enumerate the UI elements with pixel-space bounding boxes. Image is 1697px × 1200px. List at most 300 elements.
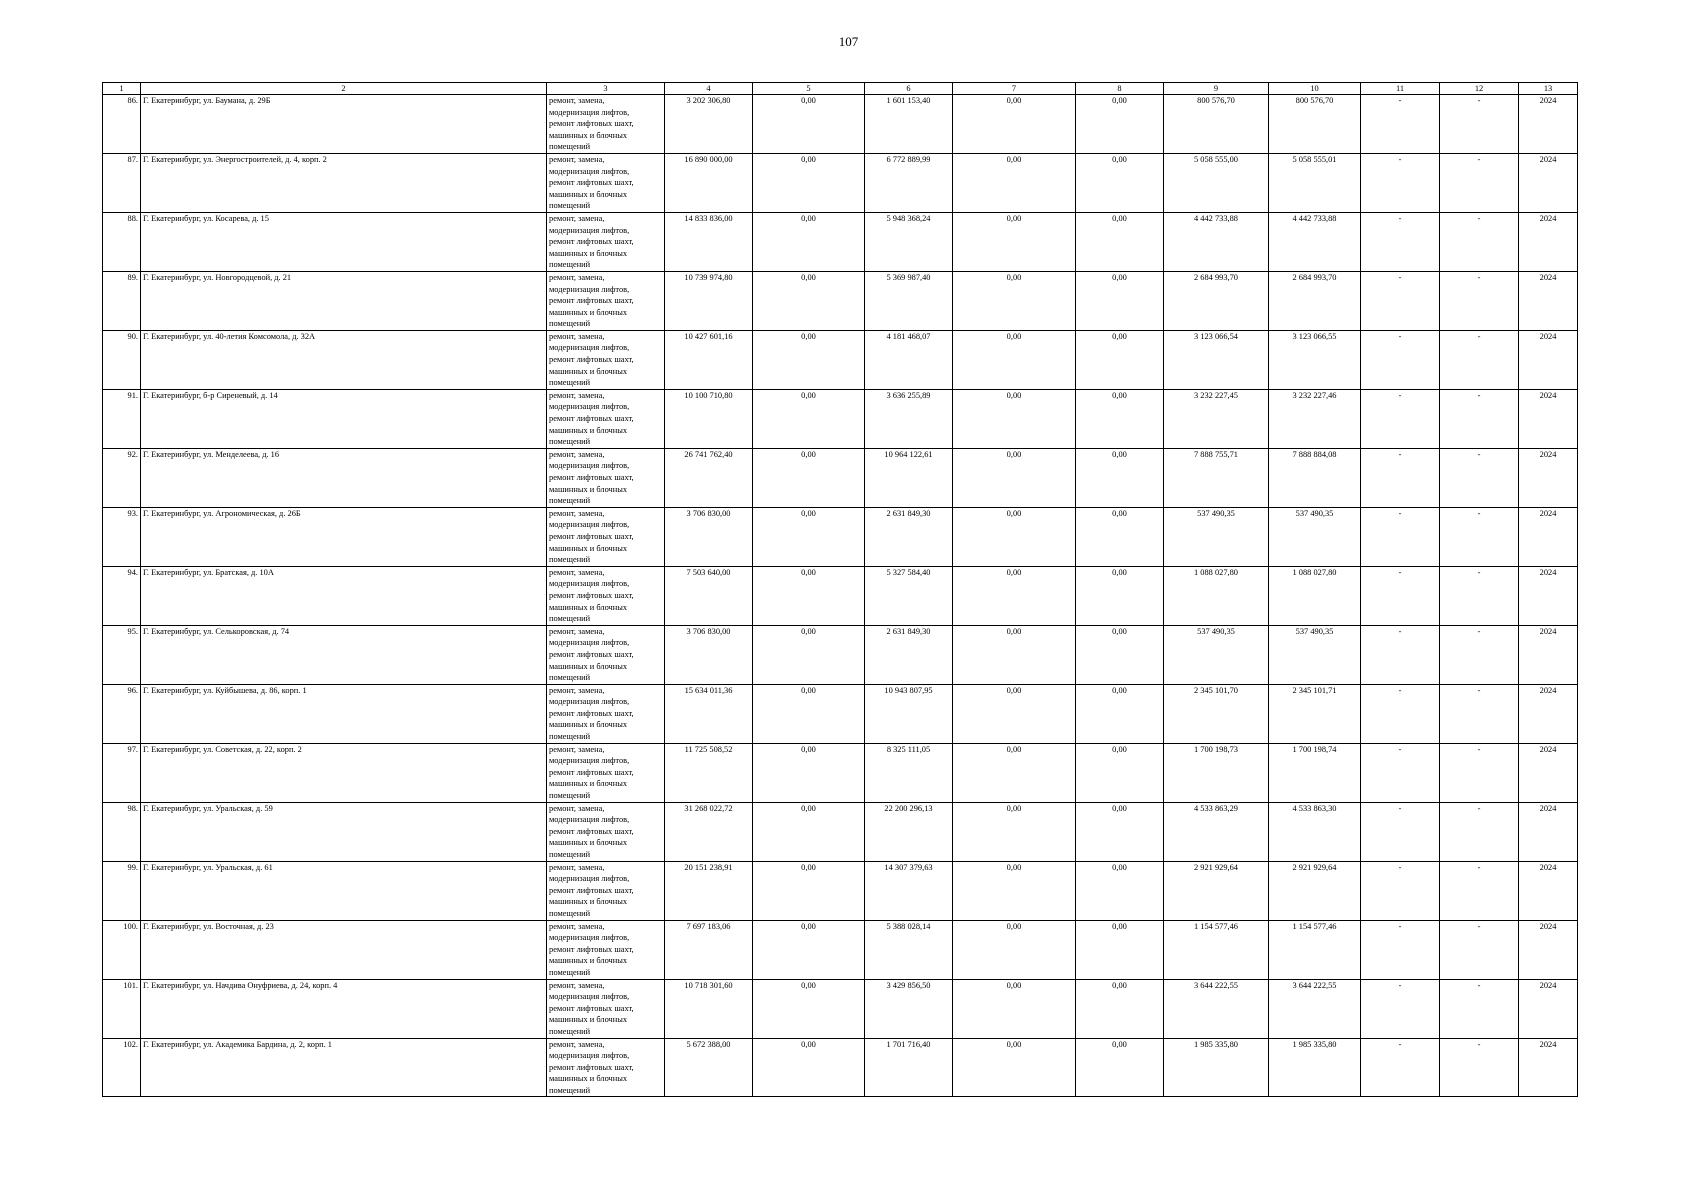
value-cell: 0,00: [753, 330, 865, 389]
address-cell: Г. Екатеринбург, ул. Агрономическая, д. 26Б: [141, 507, 547, 566]
work-type-line: помещений: [549, 908, 591, 918]
row-number: 99.: [103, 861, 141, 920]
value-cell: 5 327 584,40: [865, 566, 953, 625]
address-cell: Г. Екатеринбург, ул. Уральская, д. 59: [141, 802, 547, 861]
work-type-line: ремонт, замена,: [549, 272, 605, 282]
value-cell: 7 888 755,71: [1164, 448, 1269, 507]
work-type-line: ремонт лифтовых шахт,: [549, 885, 634, 895]
work-type-line: помещений: [549, 967, 591, 977]
value-cell: 5 058 555,01: [1269, 153, 1361, 212]
table-row: [103, 389, 1578, 448]
value-cell: -: [1361, 861, 1440, 920]
work-type-line: модернизация лифтов,: [549, 461, 630, 471]
work-type-line: ремонт лифтовых шахт,: [549, 237, 634, 247]
work-type-line: машинных и блочных: [549, 484, 628, 494]
table-row: [103, 448, 1578, 507]
value-cell: 1 701 716,40: [865, 1038, 953, 1097]
value-cell: 0,00: [953, 802, 1076, 861]
value-cell: 0,00: [953, 212, 1076, 271]
year-cell: 2024: [1519, 625, 1578, 684]
address-cell: Г. Екатеринбург, ул. Менделеева, д. 16: [141, 448, 547, 507]
value-cell: 2 345 101,70: [1164, 684, 1269, 743]
year-cell: 2024: [1519, 507, 1578, 566]
value-cell: 0,00: [953, 979, 1076, 1038]
work-type-line: модернизация лифтов,: [549, 107, 630, 117]
value-cell: -: [1440, 684, 1519, 743]
work-type-line: ремонт лифтовых шахт,: [549, 178, 634, 188]
year-cell: 2024: [1519, 802, 1578, 861]
column-header: 3: [547, 83, 665, 95]
work-type-line: ремонт лифтовых шахт,: [549, 649, 634, 659]
row-number: 98.: [103, 802, 141, 861]
value-cell: 0,00: [953, 507, 1076, 566]
value-cell: 2 684 993,70: [1164, 271, 1269, 330]
value-cell: -: [1361, 153, 1440, 212]
value-cell: -: [1361, 920, 1440, 979]
value-cell: 6 772 889,99: [865, 153, 953, 212]
value-cell: 8 325 111,05: [865, 743, 953, 802]
row-number: 101.: [103, 979, 141, 1038]
value-cell: 800 576,70: [1164, 95, 1269, 154]
work-type-cell: [547, 212, 665, 271]
value-cell: -: [1440, 153, 1519, 212]
row-number: 92.: [103, 448, 141, 507]
value-cell: 0,00: [753, 1038, 865, 1097]
value-cell: 0,00: [1076, 684, 1164, 743]
value-cell: 0,00: [753, 861, 865, 920]
work-type-line: машинных и блочных: [549, 307, 628, 317]
value-cell: 0,00: [953, 684, 1076, 743]
value-cell: -: [1440, 1038, 1519, 1097]
value-cell: 4 442 733,88: [1269, 212, 1361, 271]
value-cell: 4 533 863,29: [1164, 802, 1269, 861]
row-number: 91.: [103, 389, 141, 448]
column-header: 13: [1519, 83, 1578, 95]
year-cell: 2024: [1519, 153, 1578, 212]
value-cell: 1 985 335,80: [1269, 1038, 1361, 1097]
table-row: [103, 566, 1578, 625]
cost-total-cell: 16 890 000,00: [665, 153, 753, 212]
work-type-line: помещений: [549, 437, 591, 447]
cost-total-cell: 10 427 601,16: [665, 330, 753, 389]
value-cell: 0,00: [753, 212, 865, 271]
work-type-line: машинных и блочных: [549, 1015, 628, 1025]
address-cell: Г. Екатеринбург, ул. Энергостроителей, д. 4, корп. 2: [141, 153, 547, 212]
value-cell: 2 921 929,64: [1269, 861, 1361, 920]
work-type-line: помещений: [549, 142, 591, 152]
value-cell: 14 307 379,63: [865, 861, 953, 920]
value-cell: 10 943 807,95: [865, 684, 953, 743]
year-cell: 2024: [1519, 566, 1578, 625]
work-type-line: помещений: [549, 496, 591, 506]
value-cell: 0,00: [953, 1038, 1076, 1097]
row-number: 88.: [103, 212, 141, 271]
value-cell: 0,00: [953, 271, 1076, 330]
row-number: 93.: [103, 507, 141, 566]
row-number: 97.: [103, 743, 141, 802]
row-number: 95.: [103, 625, 141, 684]
value-cell: 3 429 856,50: [865, 979, 953, 1038]
work-type-line: машинных и блочных: [549, 720, 628, 730]
work-type-line: модернизация лифтов,: [549, 579, 630, 589]
value-cell: 0,00: [753, 625, 865, 684]
value-cell: 537 490,35: [1269, 625, 1361, 684]
year-cell: 2024: [1519, 448, 1578, 507]
work-type-cell: [547, 566, 665, 625]
value-cell: 0,00: [1076, 448, 1164, 507]
table-row: [103, 330, 1578, 389]
year-cell: 2024: [1519, 1038, 1578, 1097]
table-row: [103, 212, 1578, 271]
value-cell: 0,00: [753, 802, 865, 861]
value-cell: 0,00: [1076, 920, 1164, 979]
work-type-line: помещений: [549, 1085, 591, 1095]
work-type-line: ремонт, замена,: [549, 862, 605, 872]
address-cell: Г. Екатеринбург, ул. Селькоровская, д. 74: [141, 625, 547, 684]
value-cell: 5 369 987,40: [865, 271, 953, 330]
value-cell: -: [1361, 684, 1440, 743]
value-cell: 4 181 468,07: [865, 330, 953, 389]
value-cell: -: [1361, 743, 1440, 802]
value-cell: 0,00: [953, 95, 1076, 154]
cost-total-cell: 3 706 830,00: [665, 507, 753, 566]
row-number: 102.: [103, 1038, 141, 1097]
value-cell: -: [1440, 743, 1519, 802]
work-type-line: машинных и блочных: [549, 838, 628, 848]
value-cell: 0,00: [753, 271, 865, 330]
work-type-line: ремонт лифтовых шахт,: [549, 355, 634, 365]
work-type-cell: [547, 271, 665, 330]
work-type-line: ремонт, замена,: [549, 744, 605, 754]
work-type-line: машинных и блочных: [549, 425, 628, 435]
value-cell: 0,00: [1076, 861, 1164, 920]
value-cell: 0,00: [953, 861, 1076, 920]
value-cell: 0,00: [753, 920, 865, 979]
cost-total-cell: 10 100 710,80: [665, 389, 753, 448]
work-type-line: ремонт лифтовых шахт,: [549, 1003, 634, 1013]
work-type-line: ремонт, замена,: [549, 508, 605, 518]
work-type-line: ремонт, замена,: [549, 626, 605, 636]
value-cell: 1 154 577,46: [1164, 920, 1269, 979]
cost-total-cell: 14 833 836,00: [665, 212, 753, 271]
year-cell: 2024: [1519, 212, 1578, 271]
value-cell: -: [1361, 95, 1440, 154]
value-cell: 1 088 027,80: [1269, 566, 1361, 625]
value-cell: 2 684 993,70: [1269, 271, 1361, 330]
work-type-line: помещений: [549, 791, 591, 801]
works-table: [102, 82, 1578, 1097]
row-number: 89.: [103, 271, 141, 330]
work-type-line: помещений: [549, 319, 591, 329]
value-cell: 5 948 368,24: [865, 212, 953, 271]
column-header: 10: [1269, 83, 1361, 95]
work-type-cell: [547, 861, 665, 920]
table-row: [103, 625, 1578, 684]
value-cell: 1 088 027,80: [1164, 566, 1269, 625]
work-type-line: помещений: [549, 378, 591, 388]
address-cell: Г. Екатеринбург, ул. Начдива Онуфриева, д. 24, корп. 4: [141, 979, 547, 1038]
column-header: 4: [665, 83, 753, 95]
work-type-line: машинных и блочных: [549, 248, 628, 258]
work-type-line: машинных и блочных: [549, 956, 628, 966]
cost-total-cell: 10 718 301,60: [665, 979, 753, 1038]
column-header: 9: [1164, 83, 1269, 95]
value-cell: -: [1440, 448, 1519, 507]
work-type-line: помещений: [549, 673, 591, 683]
value-cell: 2 921 929,64: [1164, 861, 1269, 920]
value-cell: 0,00: [1076, 389, 1164, 448]
work-type-line: ремонт, замена,: [549, 685, 605, 695]
value-cell: -: [1440, 95, 1519, 154]
address-cell: Г. Екатеринбург, ул. Новгородцевой, д. 21: [141, 271, 547, 330]
cost-total-cell: 31 268 022,72: [665, 802, 753, 861]
cost-total-cell: 3 706 830,00: [665, 625, 753, 684]
value-cell: -: [1440, 861, 1519, 920]
row-number: 94.: [103, 566, 141, 625]
value-cell: -: [1440, 212, 1519, 271]
table-row: [103, 684, 1578, 743]
value-cell: 537 490,35: [1164, 507, 1269, 566]
value-cell: 0,00: [753, 684, 865, 743]
table-row: [103, 95, 1578, 154]
work-type-line: ремонт лифтовых шахт,: [549, 708, 634, 718]
value-cell: 0,00: [753, 389, 865, 448]
work-type-line: модернизация лифтов,: [549, 1051, 630, 1061]
value-cell: -: [1440, 389, 1519, 448]
address-cell: Г. Екатеринбург, ул. Уральская, д. 61: [141, 861, 547, 920]
value-cell: 3 636 255,89: [865, 389, 953, 448]
value-cell: 0,00: [1076, 507, 1164, 566]
page-number: 107: [838, 34, 859, 49]
work-type-line: ремонт, замена,: [549, 213, 605, 223]
year-cell: 2024: [1519, 95, 1578, 154]
cost-total-cell: 7 503 640,00: [665, 566, 753, 625]
work-type-line: модернизация лифтов,: [549, 343, 630, 353]
column-header: 2: [141, 83, 547, 95]
work-type-line: помещений: [549, 732, 591, 742]
work-type-line: ремонт лифтовых шахт,: [549, 767, 634, 777]
work-type-cell: [547, 802, 665, 861]
year-cell: 2024: [1519, 330, 1578, 389]
work-type-line: машинных и блочных: [549, 543, 628, 553]
value-cell: 4 533 863,30: [1269, 802, 1361, 861]
row-number: 87.: [103, 153, 141, 212]
year-cell: 2024: [1519, 861, 1578, 920]
value-cell: 0,00: [1076, 566, 1164, 625]
value-cell: 0,00: [1076, 95, 1164, 154]
value-cell: 3 123 066,55: [1269, 330, 1361, 389]
work-type-cell: [547, 330, 665, 389]
value-cell: 800 576,70: [1269, 95, 1361, 154]
value-cell: 3 123 066,54: [1164, 330, 1269, 389]
value-cell: 0,00: [953, 330, 1076, 389]
value-cell: -: [1361, 507, 1440, 566]
value-cell: 3 232 227,46: [1269, 389, 1361, 448]
table-row: [103, 153, 1578, 212]
value-cell: -: [1440, 566, 1519, 625]
value-cell: 1 985 335,80: [1164, 1038, 1269, 1097]
value-cell: 0,00: [753, 95, 865, 154]
value-cell: -: [1440, 920, 1519, 979]
work-type-line: модернизация лифтов,: [549, 992, 630, 1002]
value-cell: -: [1440, 330, 1519, 389]
work-type-cell: [547, 153, 665, 212]
column-header: 11: [1361, 83, 1440, 95]
work-type-line: ремонт, замена,: [549, 980, 605, 990]
value-cell: -: [1361, 330, 1440, 389]
table-row: [103, 743, 1578, 802]
value-cell: 3 644 222,55: [1164, 979, 1269, 1038]
work-type-cell: [547, 1038, 665, 1097]
address-cell: Г. Екатеринбург, ул. Восточная, д. 23: [141, 920, 547, 979]
value-cell: 0,00: [953, 743, 1076, 802]
value-cell: 0,00: [1076, 979, 1164, 1038]
work-type-line: машинных и блочных: [549, 1074, 628, 1084]
value-cell: 7 888 884,08: [1269, 448, 1361, 507]
value-cell: 0,00: [1076, 802, 1164, 861]
value-cell: 22 200 296,13: [865, 802, 953, 861]
value-cell: -: [1361, 979, 1440, 1038]
value-cell: 537 490,35: [1164, 625, 1269, 684]
value-cell: -: [1361, 1038, 1440, 1097]
work-type-line: ремонт лифтовых шахт,: [549, 414, 634, 424]
work-type-line: ремонт, замена,: [549, 803, 605, 813]
work-type-line: ремонт, замена,: [549, 96, 605, 105]
work-type-line: ремонт лифтовых шахт,: [549, 296, 634, 306]
address-cell: Г. Екатеринбург, ул. Академика Бардина, д. 2, корп. 1: [141, 1038, 547, 1097]
value-cell: 537 490,35: [1269, 507, 1361, 566]
year-cell: 2024: [1519, 271, 1578, 330]
work-type-line: модернизация лифтов,: [549, 225, 630, 235]
work-type-line: модернизация лифтов,: [549, 697, 630, 707]
value-cell: 0,00: [753, 507, 865, 566]
work-type-cell: [547, 507, 665, 566]
work-type-cell: [547, 743, 665, 802]
table-row: [103, 802, 1578, 861]
row-number: 96.: [103, 684, 141, 743]
work-type-line: помещений: [549, 614, 591, 624]
work-type-line: машинных и блочных: [549, 661, 628, 671]
table-row: [103, 1038, 1578, 1097]
value-cell: 1 700 198,73: [1164, 743, 1269, 802]
work-type-line: машинных и блочных: [549, 779, 628, 789]
work-type-cell: [547, 95, 665, 154]
table-row: [103, 861, 1578, 920]
column-number-row: [103, 83, 1578, 95]
work-type-line: машинных и блочных: [549, 366, 628, 376]
work-type-line: ремонт, замена,: [549, 331, 605, 341]
value-cell: 5 058 555,00: [1164, 153, 1269, 212]
work-type-cell: [547, 684, 665, 743]
cost-total-cell: 26 741 762,40: [665, 448, 753, 507]
column-header: 1: [103, 83, 141, 95]
work-type-line: помещений: [549, 260, 591, 270]
cost-total-cell: 15 634 011,36: [665, 684, 753, 743]
work-type-line: помещений: [549, 850, 591, 859]
row-number: 90.: [103, 330, 141, 389]
value-cell: 0,00: [953, 153, 1076, 212]
work-type-line: помещений: [549, 555, 591, 565]
value-cell: 0,00: [953, 389, 1076, 448]
value-cell: -: [1361, 271, 1440, 330]
address-cell: Г. Екатеринбург, б-р Сиреневый, д. 14: [141, 389, 547, 448]
work-type-line: модернизация лифтов,: [549, 756, 630, 766]
work-type-line: ремонт лифтовых шахт,: [549, 944, 634, 954]
value-cell: -: [1361, 566, 1440, 625]
work-type-cell: [547, 625, 665, 684]
table-row: [103, 271, 1578, 330]
value-cell: -: [1361, 802, 1440, 861]
work-type-line: модернизация лифтов,: [549, 166, 630, 176]
value-cell: 0,00: [953, 625, 1076, 684]
value-cell: -: [1440, 507, 1519, 566]
value-cell: 1 700 198,74: [1269, 743, 1361, 802]
address-cell: Г. Екатеринбург, ул. Баумана, д. 29Б: [141, 95, 547, 154]
work-type-line: машинных и блочных: [549, 897, 628, 907]
work-type-line: ремонт, замена,: [549, 154, 605, 164]
row-number: 86.: [103, 95, 141, 154]
work-type-cell: [547, 920, 665, 979]
address-cell: Г. Екатеринбург, ул. 40-летия Комсомола, д. 32А: [141, 330, 547, 389]
address-cell: Г. Екатеринбург, ул. Советская, д. 22, корп. 2: [141, 743, 547, 802]
work-type-line: модернизация лифтов,: [549, 874, 630, 884]
table-row: [103, 920, 1578, 979]
value-cell: 0,00: [1076, 743, 1164, 802]
year-cell: 2024: [1519, 920, 1578, 979]
value-cell: 0,00: [1076, 625, 1164, 684]
work-type-line: ремонт, замена,: [549, 567, 605, 577]
value-cell: 1 601 153,40: [865, 95, 953, 154]
value-cell: -: [1440, 625, 1519, 684]
work-type-line: ремонт лифтовых шахт,: [549, 119, 634, 129]
address-cell: Г. Екатеринбург, ул. Косарева, д. 15: [141, 212, 547, 271]
value-cell: 0,00: [1076, 153, 1164, 212]
value-cell: 3 644 222,55: [1269, 979, 1361, 1038]
value-cell: 0,00: [1076, 212, 1164, 271]
value-cell: -: [1361, 625, 1440, 684]
value-cell: 0,00: [1076, 330, 1164, 389]
value-cell: 3 232 227,45: [1164, 389, 1269, 448]
value-cell: -: [1361, 448, 1440, 507]
table-row: [103, 507, 1578, 566]
work-type-line: машинных и блочных: [549, 189, 628, 199]
value-cell: -: [1361, 389, 1440, 448]
work-type-line: модернизация лифтов,: [549, 638, 630, 648]
cost-total-cell: 11 725 508,52: [665, 743, 753, 802]
work-type-cell: [547, 448, 665, 507]
value-cell: 0,00: [1076, 271, 1164, 330]
cost-total-cell: 20 151 238,91: [665, 861, 753, 920]
work-type-line: ремонт лифтовых шахт,: [549, 473, 634, 482]
value-cell: 1 154 577,46: [1269, 920, 1361, 979]
work-type-line: модернизация лифтов,: [549, 933, 630, 943]
work-type-line: ремонт лифтовых шахт,: [549, 590, 634, 600]
cost-total-cell: 7 697 183,06: [665, 920, 753, 979]
value-cell: -: [1361, 212, 1440, 271]
value-cell: 5 388 028,14: [865, 920, 953, 979]
work-type-line: машинных и блочных: [549, 130, 628, 140]
value-cell: 2 631 849,30: [865, 625, 953, 684]
work-type-line: ремонт лифтовых шахт,: [549, 1062, 634, 1072]
value-cell: 0,00: [953, 566, 1076, 625]
column-header: 5: [753, 83, 865, 95]
value-cell: 0,00: [753, 566, 865, 625]
work-type-cell: [547, 389, 665, 448]
value-cell: 2 345 101,71: [1269, 684, 1361, 743]
value-cell: 0,00: [953, 920, 1076, 979]
year-cell: 2024: [1519, 979, 1578, 1038]
work-type-line: помещений: [549, 1026, 591, 1036]
